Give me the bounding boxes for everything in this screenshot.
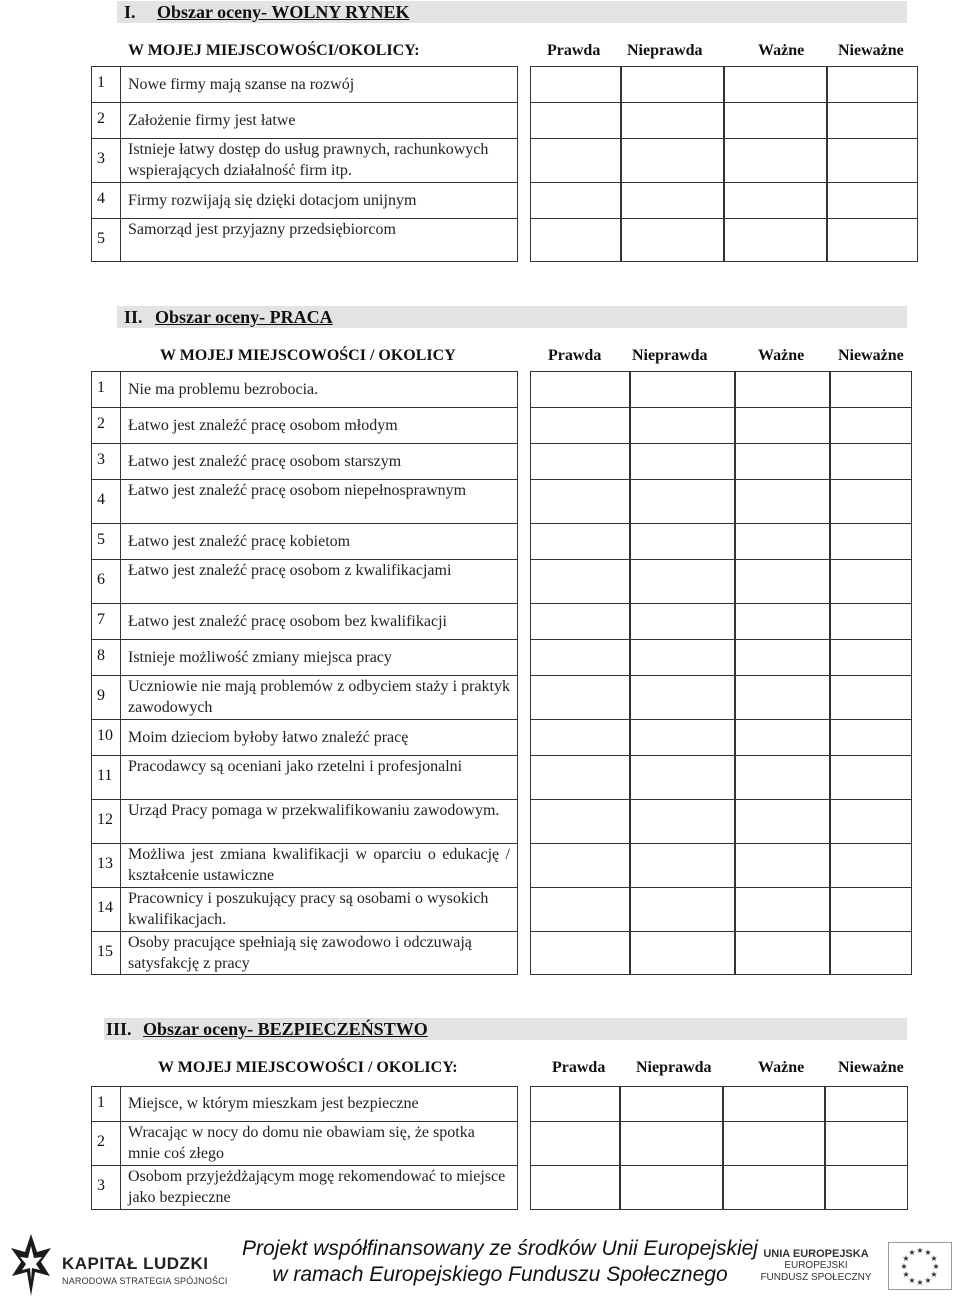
header-niewazne: Nieważne — [838, 347, 904, 364]
section-banner — [117, 306, 907, 328]
section-title: Obszar oceny- WOLNY RYNEK — [157, 2, 410, 22]
answer-box-niewazne[interactable] — [825, 1121, 908, 1166]
answer-box-wazne[interactable] — [724, 102, 827, 139]
answer-box-prawda[interactable] — [530, 1121, 620, 1166]
answer-box-niewazne[interactable] — [827, 182, 918, 219]
answer-box-wazne[interactable] — [724, 218, 827, 262]
statement-text: Pracodawcy są oceniani jako rzetelni i profesjonalni — [128, 758, 463, 775]
answer-box-prawda[interactable] — [530, 887, 630, 932]
answer-box-niewazne[interactable] — [825, 1165, 908, 1210]
row-number: 10 — [97, 727, 113, 744]
svg-text:★: ★ — [930, 1270, 938, 1279]
answer-box-nieprawda[interactable] — [621, 66, 724, 103]
answer-box-wazne[interactable] — [724, 138, 827, 183]
answer-box-prawda[interactable] — [530, 719, 630, 756]
answer-box-wazne[interactable] — [723, 1086, 825, 1122]
kapital-ludzki-title: KAPITAŁ LUDZKI — [62, 1254, 209, 1273]
section-number: I. — [124, 2, 136, 22]
eu-flag-icon — [888, 1242, 952, 1290]
statement-text: Istnieje łatwy dostęp do usług prawnych, rachunkowych wspierających działalność firm itp. — [128, 141, 489, 179]
svg-text:★: ★ — [916, 1278, 924, 1287]
answer-box-wazne[interactable] — [735, 479, 830, 524]
row-number: 14 — [97, 899, 113, 916]
number-cell — [91, 523, 121, 560]
header-prawda: Prawda — [548, 347, 602, 364]
kapital-ludzki-subtitle: NARODOWA STRATEGIA SPÓJNOŚCI — [62, 1276, 228, 1286]
answer-box-wazne[interactable] — [735, 755, 830, 800]
answer-box-prawda[interactable] — [530, 371, 630, 408]
answer-box-nieprawda[interactable] — [621, 102, 724, 139]
number-cell — [91, 218, 121, 262]
row-number: 1 — [97, 1094, 105, 1111]
statement-text: Nowe firmy mają szanse na rozwój — [128, 76, 355, 93]
answer-box-nieprawda[interactable] — [630, 843, 735, 888]
number-cell — [91, 371, 121, 408]
statement-text: Łatwo jest znaleźć pracę osobom z kwalifikacjami — [128, 562, 452, 579]
answer-box-wazne[interactable] — [735, 523, 830, 560]
answer-box-wazne[interactable] — [735, 799, 830, 844]
answer-box-niewazne[interactable] — [830, 675, 912, 720]
header-wazne: Ważne — [758, 347, 805, 364]
number-cell — [91, 66, 121, 103]
row-number: 5 — [97, 531, 105, 548]
answer-box-niewazne[interactable] — [830, 931, 912, 975]
answer-box-niewazne[interactable] — [830, 603, 912, 640]
answer-box-nieprawda[interactable] — [630, 719, 735, 756]
answer-box-prawda[interactable] — [530, 218, 621, 262]
row-number: 7 — [97, 611, 105, 628]
eu-line-1: UNIA EUROPEJSKA — [763, 1248, 869, 1260]
answer-box-wazne[interactable] — [735, 639, 830, 676]
answer-box-prawda[interactable] — [530, 182, 621, 219]
project-funding-note — [230, 1236, 770, 1288]
answer-box-nieprawda[interactable] — [630, 479, 735, 524]
answer-box-prawda[interactable] — [530, 407, 630, 444]
number-cell — [91, 102, 121, 139]
answer-box-wazne[interactable] — [723, 1165, 825, 1210]
row-number: 3 — [97, 150, 105, 167]
row-number: 12 — [97, 811, 113, 828]
statement-text: Łatwo jest znaleźć pracę osobom bez kwalifikacji — [128, 613, 447, 630]
row-number: 1 — [97, 74, 105, 91]
row-number: 9 — [97, 687, 105, 704]
answer-box-wazne[interactable] — [735, 603, 830, 640]
answer-box-nieprawda[interactable] — [620, 1086, 723, 1122]
header-niewazne: Nieważne — [838, 42, 904, 59]
row-number: 15 — [97, 943, 113, 960]
answer-box-nieprawda[interactable] — [630, 559, 735, 604]
answer-box-niewazne[interactable] — [830, 523, 912, 560]
svg-text:★: ★ — [916, 1246, 924, 1255]
answer-box-nieprawda[interactable] — [621, 218, 724, 262]
statement-text: Założenie firmy jest łatwe — [128, 112, 296, 129]
row-number: 2 — [97, 415, 105, 432]
svg-text:★: ★ — [924, 1276, 932, 1285]
answer-box-prawda[interactable] — [530, 603, 630, 640]
answer-box-niewazne[interactable] — [830, 799, 912, 844]
answer-box-wazne[interactable] — [724, 182, 827, 219]
answer-box-wazne[interactable] — [724, 66, 827, 103]
statement-text: Nie ma problemu bezrobocia. — [128, 381, 319, 398]
statement-text: Uczniowie nie mają problemów z odbyciem staży i praktyk zawodowych — [128, 678, 510, 716]
answer-box-wazne[interactable] — [723, 1121, 825, 1166]
answer-box-prawda[interactable] — [530, 523, 630, 560]
row-number: 1 — [97, 379, 105, 396]
svg-text:★: ★ — [902, 1270, 910, 1279]
header-nieprawda: Nieprawda — [627, 42, 703, 59]
svg-text:★: ★ — [908, 1276, 916, 1285]
answer-box-nieprawda[interactable] — [621, 138, 724, 183]
answer-box-prawda[interactable] — [530, 559, 630, 604]
answer-box-prawda[interactable] — [530, 675, 630, 720]
answer-box-prawda[interactable] — [530, 755, 630, 800]
answer-box-niewazne[interactable] — [830, 443, 912, 480]
answer-box-prawda[interactable] — [530, 138, 621, 183]
header-location-label: W MOJEJ MIEJSCOWOŚCI / OKOLICY: — [158, 1059, 458, 1076]
number-cell — [91, 639, 121, 676]
answer-box-nieprawda[interactable] — [630, 675, 735, 720]
number-cell — [91, 603, 121, 640]
header-prawda: Prawda — [552, 1059, 606, 1076]
statement-text: Łatwo jest znaleźć pracę osobom starszym — [128, 453, 402, 470]
row-number: 8 — [97, 647, 105, 664]
answer-box-nieprawda[interactable] — [621, 182, 724, 219]
answer-box-niewazne[interactable] — [830, 887, 912, 932]
header-nieprawda: Nieprawda — [632, 347, 708, 364]
answer-box-wazne[interactable] — [735, 887, 830, 932]
answer-box-wazne[interactable] — [735, 675, 830, 720]
answer-box-wazne[interactable] — [735, 559, 830, 604]
header-niewazne: Nieważne — [838, 1059, 904, 1076]
answer-box-niewazne[interactable] — [830, 719, 912, 756]
statement-text: Firmy rozwijają się dzięki dotacjom unijnym — [128, 192, 417, 209]
section-title: Obszar oceny- BEZPIECZEŃSTWO — [143, 1019, 428, 1039]
number-cell — [91, 182, 121, 219]
answer-box-niewazne[interactable] — [825, 1086, 908, 1122]
answer-box-wazne[interactable] — [735, 843, 830, 888]
statement-text: Urząd Pracy pomaga w przekwalifikowaniu zawodowym. — [128, 802, 500, 819]
row-number: 3 — [97, 451, 105, 468]
eu-fund-label — [757, 1248, 875, 1284]
answer-box-niewazne[interactable] — [827, 102, 918, 139]
project-line-1: Projekt współfinansowany ze środków Unii Europejskiej — [242, 1237, 758, 1260]
answer-box-nieprawda[interactable] — [630, 443, 735, 480]
statement-text: Łatwo jest znaleźć pracę kobietom — [128, 533, 351, 550]
row-number: 5 — [97, 230, 105, 247]
eu-line-2: EUROPEJSKI — [784, 1260, 848, 1271]
svg-text:★: ★ — [932, 1262, 940, 1271]
row-number: 2 — [97, 1133, 105, 1150]
svg-text:★: ★ — [924, 1248, 932, 1257]
answer-box-nieprawda[interactable] — [620, 1165, 723, 1210]
statement-text: Pracownicy i poszukujący pracy są osobami o wysokich kwalifikacjach. — [128, 890, 489, 928]
statement-text: Łatwo jest znaleźć pracę osobom niepełnosprawnym — [128, 482, 467, 499]
section-number: II. — [124, 307, 143, 327]
answer-box-wazne[interactable] — [735, 719, 830, 756]
number-cell — [91, 1165, 121, 1210]
number-cell — [91, 443, 121, 480]
answer-box-wazne[interactable] — [735, 931, 830, 975]
statement-text: Wracając w nocy do domu nie obawiam się, że spotka mnie coś złego — [128, 1124, 475, 1162]
number-cell — [91, 675, 121, 720]
answer-box-nieprawda[interactable] — [630, 639, 735, 676]
header-wazne: Ważne — [758, 42, 805, 59]
answer-box-prawda[interactable] — [530, 479, 630, 524]
answer-box-niewazne[interactable] — [827, 138, 918, 183]
number-cell — [91, 1121, 121, 1166]
header-location-label: W MOJEJ MIEJSCOWOŚCI/OKOLICY: — [128, 42, 420, 59]
svg-text:★: ★ — [900, 1262, 908, 1271]
project-line-2: w ramach Europejskiego Funduszu Społecznego — [272, 1263, 728, 1286]
answer-box-prawda[interactable] — [530, 843, 630, 888]
statement-text: Łatwo jest znaleźć pracę osobom młodym — [128, 417, 398, 434]
row-number: 13 — [97, 855, 113, 872]
answer-box-nieprawda[interactable] — [620, 1121, 723, 1166]
answer-box-niewazne[interactable] — [827, 66, 918, 103]
row-number: 3 — [97, 1177, 105, 1194]
statement-text: Osobom przyjeżdżającym mogę rekomendować to miejsce jako bezpieczne — [128, 1168, 506, 1206]
answer-box-nieprawda[interactable] — [630, 371, 735, 408]
answer-box-prawda[interactable] — [530, 799, 630, 844]
answer-box-prawda[interactable] — [530, 66, 621, 103]
answer-box-nieprawda[interactable] — [630, 523, 735, 560]
statement-text: Miejsce, w którym mieszkam jest bezpieczne — [128, 1095, 419, 1112]
statement-text: Istnieje możliwość zmiany miejsca pracy — [128, 649, 392, 666]
eu-line-3: FUNDUSZ SPOŁECZNY — [760, 1272, 872, 1283]
header-prawda: Prawda — [547, 42, 601, 59]
statement-text: Możliwa jest zmiana kwalifikacji w oparciu o edukację / kształcenie ustawiczne — [128, 846, 510, 884]
answer-box-prawda[interactable] — [530, 1086, 620, 1122]
answer-box-wazne[interactable] — [735, 407, 830, 444]
number-cell — [91, 1086, 121, 1122]
statement-text: Osoby pracujące spełniają się zawodowo i odczuwają satysfakcję z pracy — [128, 934, 472, 972]
statement-text: Samorząd jest przyjazny przedsiębiorcom — [128, 221, 396, 238]
section-banner — [104, 1018, 907, 1040]
answer-box-niewazne[interactable] — [830, 755, 912, 800]
answer-box-nieprawda[interactable] — [630, 799, 735, 844]
answer-box-nieprawda[interactable] — [630, 887, 735, 932]
row-number: 4 — [97, 491, 105, 508]
answer-box-nieprawda[interactable] — [630, 407, 735, 444]
kapital-ludzki-emblem-icon — [10, 1232, 52, 1298]
number-cell — [91, 559, 121, 604]
section-number: III. — [106, 1019, 132, 1039]
svg-text:★: ★ — [908, 1248, 916, 1257]
row-number: 2 — [97, 110, 105, 127]
answer-box-niewazne[interactable] — [827, 218, 918, 262]
section-banner — [117, 1, 907, 23]
section-title: Obszar oceny- PRACA — [155, 307, 333, 327]
answer-box-wazne[interactable] — [735, 371, 830, 408]
answer-box-nieprawda[interactable] — [630, 931, 735, 975]
row-number: 4 — [97, 190, 105, 207]
answer-box-niewazne[interactable] — [830, 371, 912, 408]
row-number: 6 — [97, 571, 105, 588]
answer-box-prawda[interactable] — [530, 1165, 620, 1210]
answer-box-niewazne[interactable] — [830, 843, 912, 888]
answer-box-wazne[interactable] — [735, 443, 830, 480]
answer-box-niewazne[interactable] — [830, 559, 912, 604]
answer-box-nieprawda[interactable] — [630, 603, 735, 640]
answer-box-niewazne[interactable] — [830, 479, 912, 524]
header-location-label: W MOJEJ MIEJSCOWOŚCI / OKOLICY — [160, 347, 456, 364]
answer-box-nieprawda[interactable] — [630, 755, 735, 800]
row-number: 11 — [97, 767, 113, 784]
answer-box-niewazne[interactable] — [830, 407, 912, 444]
svg-text:★: ★ — [930, 1254, 938, 1263]
header-wazne: Ważne — [758, 1059, 805, 1076]
number-cell — [91, 138, 121, 183]
answer-box-niewazne[interactable] — [830, 639, 912, 676]
answer-box-prawda[interactable] — [530, 443, 630, 480]
number-cell — [91, 407, 121, 444]
statement-text: Moim dzieciom byłoby łatwo znaleźć pracę — [128, 729, 409, 746]
answer-box-prawda[interactable] — [530, 931, 630, 975]
answer-box-prawda[interactable] — [530, 639, 630, 676]
answer-box-prawda[interactable] — [530, 102, 621, 139]
number-cell — [91, 479, 121, 524]
header-nieprawda: Nieprawda — [636, 1059, 712, 1076]
svg-text:★: ★ — [902, 1254, 910, 1263]
